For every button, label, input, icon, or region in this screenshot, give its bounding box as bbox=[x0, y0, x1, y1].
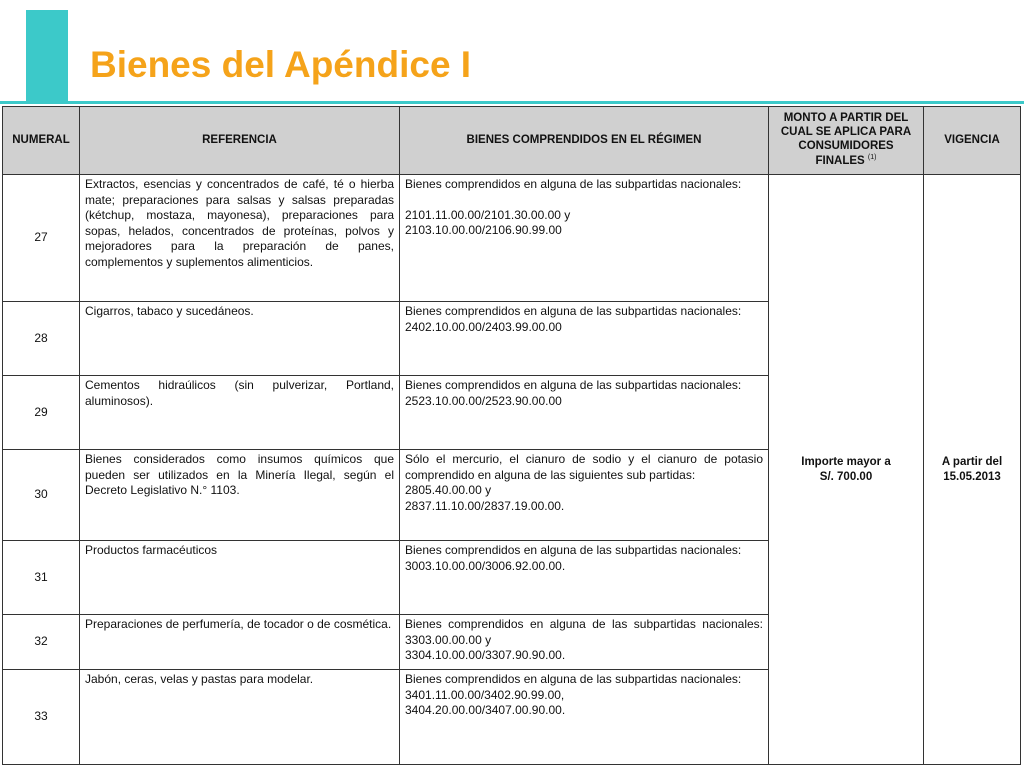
bienes-text: Bienes comprendidos en alguna de las subpartidas nacionales: bbox=[405, 672, 742, 686]
referencia-cell: Cigarros, tabaco y sucedáneos. bbox=[80, 302, 400, 376]
bienes-code: 2805.40.00.00 y bbox=[405, 483, 492, 498]
bienes-cell bbox=[400, 541, 769, 615]
numeral-cell: 30 bbox=[3, 450, 80, 541]
referencia-cell: Bienes considerados como insumos químicos que pueden ser utilizados en la Minería Ilegal, según el Decreto Legislativo N.° 1103. bbox=[80, 450, 400, 541]
table-header-row bbox=[3, 107, 1021, 175]
referencia-cell: Cementos hidraúlicos (sin pulverizar, Portland, aluminosos). bbox=[80, 376, 400, 450]
col-header-monto bbox=[769, 107, 924, 175]
bienes-code: 2523.10.00.00/2523.90.00.00 bbox=[405, 393, 562, 408]
bienes-code: 3401.11.00.00/3402.90.99.00, bbox=[405, 687, 565, 702]
bienes-code: 2103.10.00.00/2106.90.99.00 bbox=[405, 223, 562, 238]
bienes-code: 3404.20.00.00/3407.00.90.00. bbox=[405, 703, 566, 718]
bienes-code: 3003.10.00.00/3006.92.00.00. bbox=[405, 558, 566, 573]
numeral-cell: 32 bbox=[3, 615, 80, 670]
accent-bar bbox=[26, 10, 68, 102]
col-header-referencia: REFERENCIA bbox=[80, 107, 400, 175]
referencia-cell: Preparaciones de perfumería, de tocador o de cosmética. bbox=[80, 615, 400, 670]
bienes-text: Bienes comprendidos en alguna de las subpartidas nacionales: bbox=[405, 304, 742, 318]
table-row bbox=[3, 175, 1021, 302]
numeral-cell: 28 bbox=[3, 302, 80, 376]
bienes-cell bbox=[400, 670, 769, 765]
monto-line: Importe mayor a bbox=[801, 455, 891, 468]
bienes-cell bbox=[400, 615, 769, 670]
referencia-cell: Jabón, ceras, velas y pastas para modelar. bbox=[80, 670, 400, 765]
monto-amount: S/. 700.00 bbox=[819, 470, 873, 483]
col-header-vigencia: VIGENCIA bbox=[924, 107, 1021, 175]
numeral-cell: 27 bbox=[3, 175, 80, 302]
numeral-cell: 33 bbox=[3, 670, 80, 765]
vigencia-cell bbox=[924, 175, 1021, 765]
col-header-numeral: NUMERAL bbox=[3, 107, 80, 175]
referencia-cell: Productos farmacéuticos bbox=[80, 541, 400, 615]
referencia-cell: Extractos, esencias y concentrados de café, té o hierba mate; preparaciones para salsas y salsas preparadas (kétchup, mostaza, mayonesa), preparaciones para sopas, helados, concentrados de proteínas, polvos y mejoradores para la preparación de panes, complementos y suplementos alimenticios. bbox=[80, 175, 400, 302]
bienes-text: Bienes comprendidos en alguna de las subpartidas nacionales: bbox=[405, 177, 742, 191]
appendix-table bbox=[2, 106, 1021, 765]
vigencia-date: 15.05.2013 bbox=[943, 470, 1001, 483]
footnote-marker: (1) bbox=[867, 153, 877, 161]
bienes-code: 3304.10.00.00/3307.90.90.00. bbox=[405, 648, 566, 663]
vigencia-line: A partir del bbox=[941, 455, 1003, 468]
bienes-text: Bienes comprendidos en alguna de las subpartidas nacionales: bbox=[405, 543, 742, 557]
bienes-cell bbox=[400, 175, 769, 302]
bienes-cell bbox=[400, 302, 769, 376]
title-rule bbox=[0, 101, 1024, 104]
bienes-code: 2402.10.00.00/2403.99.00.00 bbox=[405, 319, 562, 334]
page-title: Bienes del Apéndice I bbox=[90, 44, 472, 85]
bienes-text: Bienes comprendidos en alguna de las subpartidas nacionales: bbox=[405, 378, 742, 392]
bienes-text: Bienes comprendidos en alguna de las subpartidas nacionales: 3303.00.00.00 y bbox=[405, 617, 763, 647]
numeral-cell: 31 bbox=[3, 541, 80, 615]
bienes-code: 2101.11.00.00/2101.30.00.00 y bbox=[405, 207, 571, 222]
bienes-text: Sólo el mercurio, el cianuro de sodio y el cianuro de potasio comprendido en alguna de las siguientes sub partidas: bbox=[405, 452, 763, 482]
col-header-bienes: BIENES COMPRENDIDOS EN EL RÉGIMEN bbox=[400, 107, 769, 175]
numeral-cell: 29 bbox=[3, 376, 80, 450]
col-header-monto-label: MONTO A PARTIR DEL CUAL SE APLICA PARA CONSUMIDORES FINALES bbox=[780, 112, 912, 167]
bienes-cell bbox=[400, 450, 769, 541]
bienes-code: 2837.11.10.00/2837.19.00.00. bbox=[405, 498, 565, 513]
monto-cell bbox=[769, 175, 924, 765]
bienes-cell bbox=[400, 376, 769, 450]
